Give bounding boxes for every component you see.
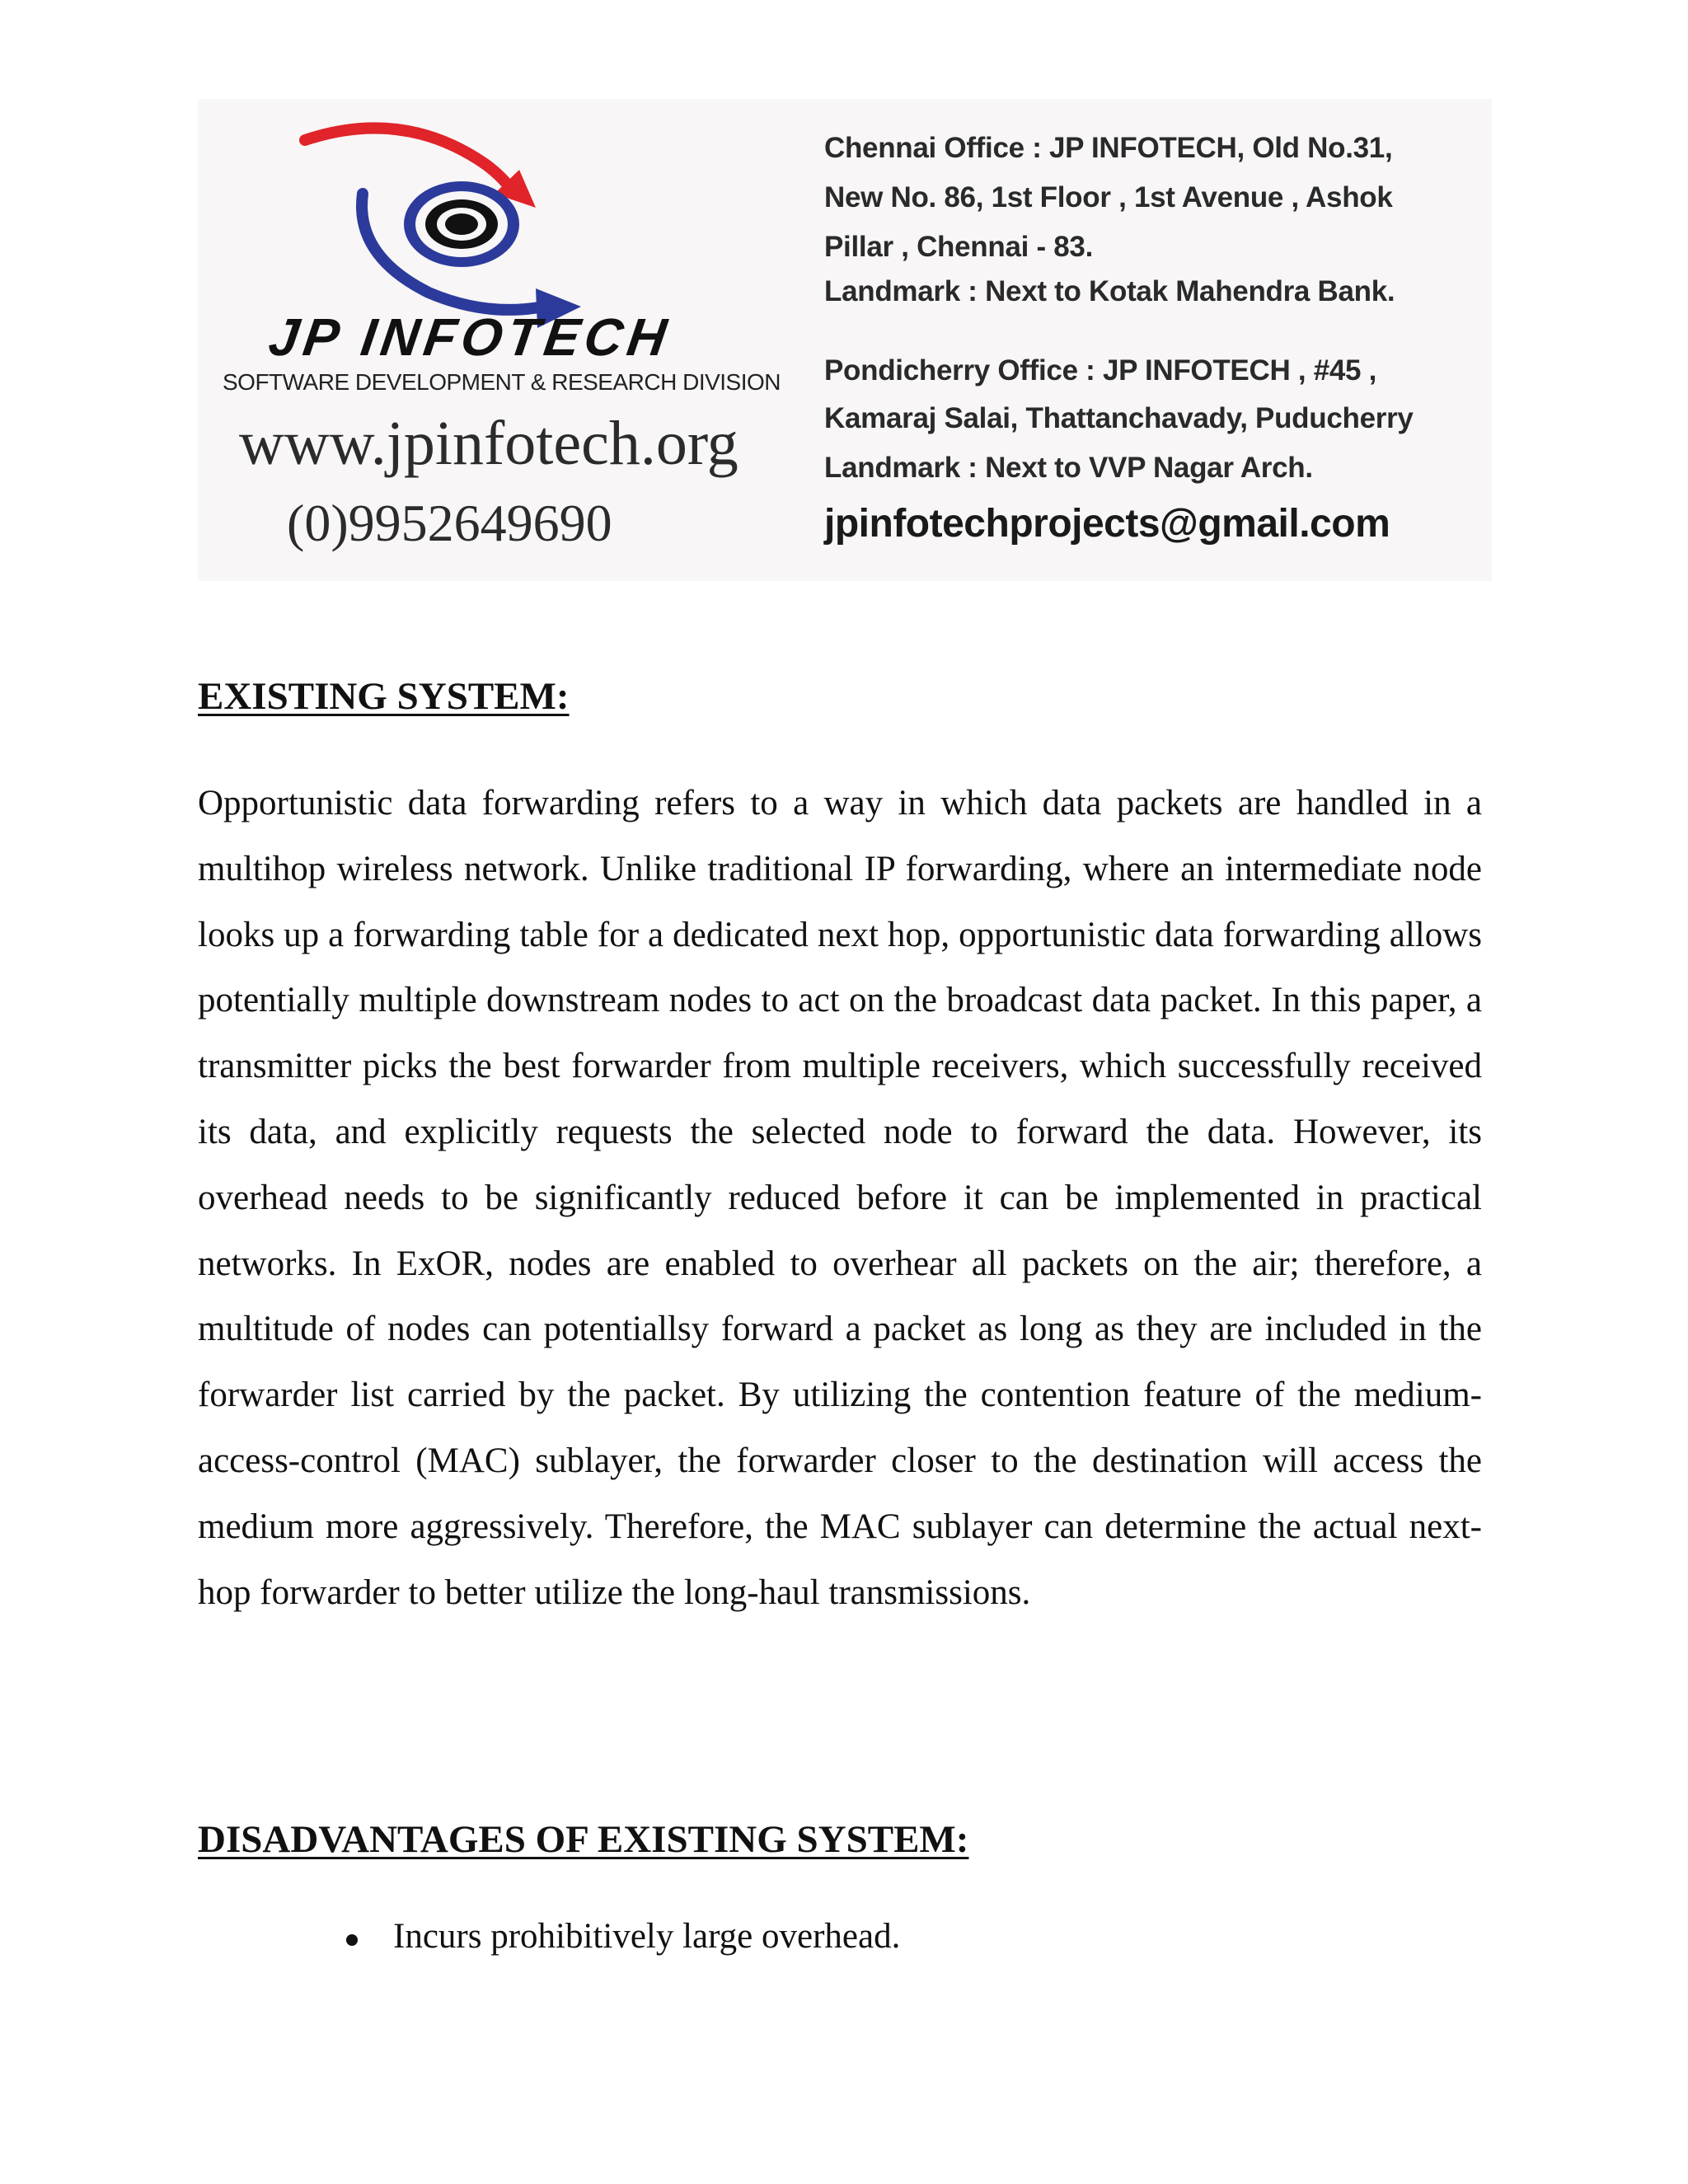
disadvantages-heading: DISADVANTAGES OF EXISTING SYSTEM: (198, 1818, 969, 1861)
office-address-block (824, 124, 1484, 581)
pondicherry-office-line-1: Pondicherry Office : JP INFOTECH , #45 , (824, 354, 1377, 387)
company-logo-block (198, 99, 799, 581)
chennai-office-line-1: Chennai Office : JP INFOTECH, Old No.31, (824, 132, 1393, 164)
existing-system-paragraph: Opportunistic data forwarding refers to a way in which data packets are handled in a multihop wireless network. Unlike traditional IP forwarding, where an intermediate node looks up a forwarding table for a dedicated next hop, opportunistic data forwarding allows potentially multiple downstream nodes to act on the broadcast data packet. In this paper, a transmitter picks the best forwarder from multiple receivers, which successfully received its data, and explicitly requests the selected node to forward the data. However, its overhead needs to be significantly reduced before it can be implemented in practical networks. In ExOR, nodes are enabled to overhear all packets on the air; therefore, a multitude of nodes can potentiallsy forward a packet as long as they are included in the forwarder list carried by the packet. By utilizing the contention feature of the medium-access-control (MAC) sublayer, the forwarder closer to the destination will access the medium more aggressively. Therefore, the MAC sublayer can determine the actual next-hop forwarder to better utilize the long-haul transmissions. (198, 784, 1482, 1612)
chennai-office-landmark: Landmark : Next to Kotak Mahendra Bank. (824, 275, 1395, 307)
header-banner (198, 99, 1492, 581)
existing-system-heading: EXISTING SYSTEM: (198, 675, 570, 718)
list-item-text: Incurs prohibitively large overhead. (393, 1917, 901, 1956)
contact-email: jpinfotechprojects@gmail.com (824, 502, 1390, 546)
disadvantages-list (346, 1916, 900, 1957)
list-item (346, 1916, 900, 1957)
chennai-office-line-3: Pillar , Chennai - 83. (824, 231, 1094, 263)
brand-phone: (0)9952649690 (287, 494, 612, 552)
pondicherry-office-line-2: Kamaraj Salai, Thattanchavady, Puducherry (824, 402, 1414, 434)
brand-name: JP INFOTECH (265, 307, 675, 367)
bullet-icon (346, 1934, 358, 1946)
chennai-office-line-2: New No. 86, 1st Floor , 1st Avenue , Ashok (824, 181, 1393, 213)
pondicherry-office-landmark: Landmark : Next to VVP Nagar Arch. (824, 452, 1313, 484)
brand-website: www.jpinfotech.org (239, 409, 738, 478)
brand-tagline: SOFTWARE DEVELOPMENT & RESEARCH DIVISION (223, 369, 781, 395)
